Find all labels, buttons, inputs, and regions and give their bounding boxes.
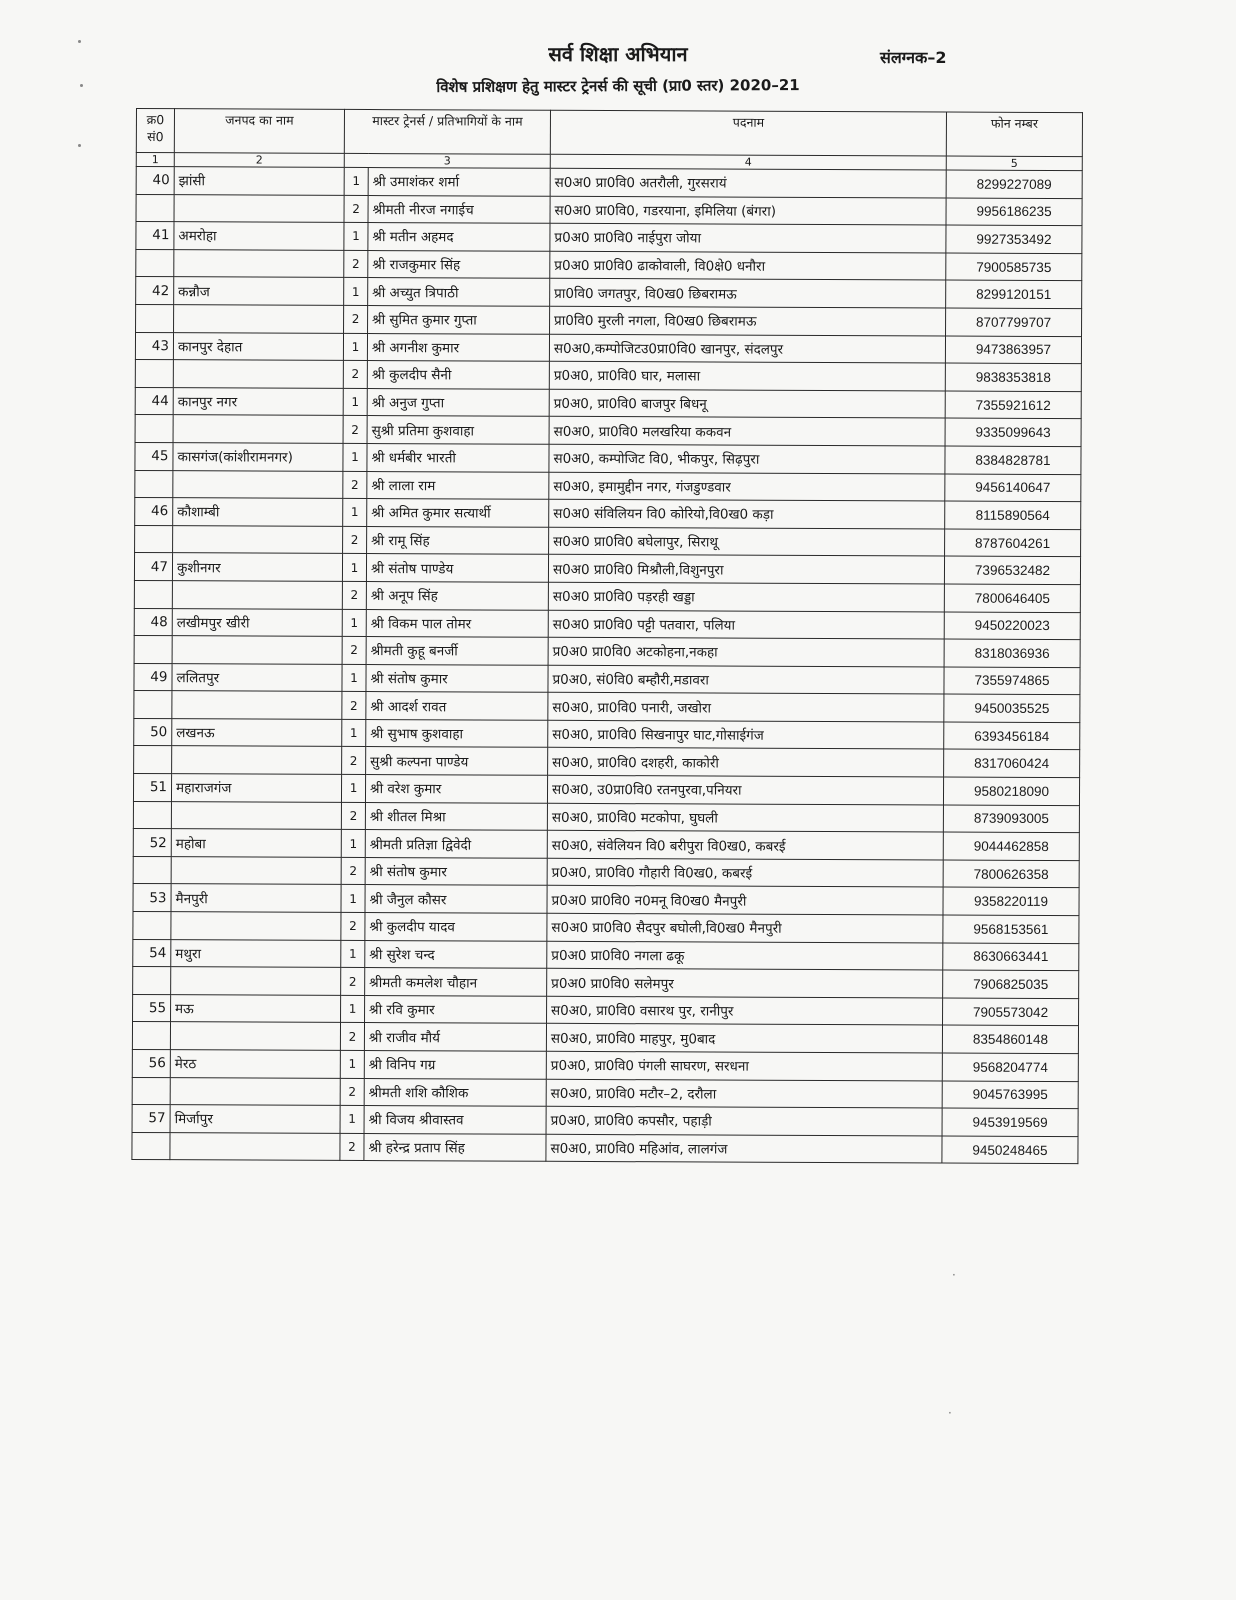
table-row: [133, 801, 1079, 833]
table-row: [136, 277, 1082, 309]
phone-cell: 9473863957: [945, 336, 1081, 364]
trainer-index-cell: 1: [343, 388, 367, 416]
trainer-index-cell: 1: [342, 664, 366, 692]
district-cell: [171, 967, 341, 995]
table-row: [136, 304, 1082, 336]
sr-cell: 57: [132, 1105, 170, 1133]
district-cell: [174, 194, 344, 222]
trainer-name-cell: श्रीमती शशि कौशिक: [364, 1078, 546, 1106]
table-row: [135, 332, 1081, 364]
trainer-name-cell: श्री अगनीश कुमार: [367, 333, 549, 361]
table-row: [135, 525, 1081, 557]
designation-cell: स0अ0 प्रा0वि0 बघेलापुर, सिराथू: [549, 527, 945, 556]
district-cell: [170, 1132, 340, 1160]
table-row: [136, 249, 1082, 281]
designation-cell: प्र0अ0, प्रा0वि0 गौहारी वि0ख0, कबरई: [547, 858, 943, 887]
trainer-name-cell: श्री राजकुमार सिंह: [368, 250, 550, 278]
district-cell: महाराजगंज: [171, 774, 341, 802]
sr-cell: 50: [134, 718, 172, 746]
table-row: [132, 1049, 1078, 1081]
sr-cell: 55: [133, 994, 171, 1022]
district-cell: [173, 470, 343, 498]
district-cell: [173, 415, 343, 443]
table-row: [133, 994, 1079, 1026]
designation-cell: स0अ0, उ0प्रा0वि0 रतनपुरवा,पनियरा: [547, 775, 943, 804]
trainer-name-cell: श्री लाला राम: [367, 471, 549, 499]
sr-cell: 47: [134, 553, 172, 581]
district-cell: [172, 636, 342, 664]
trainer-name-cell: श्री सुमित कुमार गुप्ता: [368, 305, 550, 333]
designation-cell: स0अ0 प्रा0वि0 पट्टी पतवारा, पलिया: [548, 610, 944, 639]
trainer-name-cell: श्री राजीव मौर्य: [364, 1023, 546, 1051]
designation-cell: प्र0अ0, प्रा0वि0 पंगली साघरण, सरधना: [546, 1051, 942, 1080]
trainer-index-cell: 2: [342, 692, 366, 720]
phone-cell: 8787604261: [945, 529, 1081, 557]
designation-cell: प्र0अ0, सं0वि0 बम्हौरी,मडावरा: [548, 665, 944, 694]
sr-cell: [132, 1077, 170, 1105]
phone-cell: 8354860148: [942, 1025, 1078, 1053]
phone-cell: 7355921612: [945, 391, 1081, 419]
trainer-name-cell: श्री जैनुल कौसर: [365, 885, 547, 913]
phone-cell: 9580218090: [943, 777, 1079, 805]
table-row: [135, 498, 1081, 530]
trainer-index-cell: 2: [341, 857, 365, 885]
phone-cell: 7396532482: [944, 556, 1080, 584]
header-phone: फोन नम्बर: [946, 112, 1082, 157]
trainer-name-cell: श्री उमाशंकर शर्मा: [368, 168, 550, 196]
page-title: सर्व शिक्षा अभियान: [548, 42, 688, 66]
phone-cell: 9045763995: [942, 1081, 1078, 1109]
trainer-name-cell: श्री आदर्श रावत: [366, 692, 548, 720]
district-cell: मेरठ: [170, 1050, 340, 1078]
table-row: [136, 167, 1082, 199]
sr-cell: 40: [136, 167, 174, 195]
table-row: [132, 1077, 1078, 1109]
col-number: 4: [550, 154, 946, 170]
designation-cell: स0अ0, कम्पोजिट वि0, भीकपुर, सिढ़पुरा: [549, 444, 945, 473]
trainer-index-cell: 1: [341, 885, 365, 913]
phone-cell: 9450220023: [944, 612, 1080, 640]
sr-cell: [134, 580, 172, 608]
sr-cell: 56: [132, 1049, 170, 1077]
trainer-name-cell: श्री वरेश कुमार: [365, 775, 547, 803]
designation-cell: प्र0अ0 प्रा0वि0 ढाकोवाली, वि0क्षे0 धनौरा: [550, 251, 946, 280]
district-cell: झांसी: [174, 167, 344, 195]
trainer-index-cell: 1: [341, 774, 365, 802]
phone-cell: 9044462858: [943, 832, 1079, 860]
trainer-name-cell: श्री रामू सिंह: [367, 526, 549, 554]
sr-cell: 46: [135, 498, 173, 526]
trainer-index-cell: 1: [341, 830, 365, 858]
header-trainer: मास्टर ट्रेनर्स / प्रतिभागियों के नाम: [344, 109, 550, 154]
district-cell: [172, 746, 342, 774]
phone-cell: 9568204774: [942, 1053, 1078, 1081]
trainer-name-cell: श्री सुभाष कुशवाहा: [366, 719, 548, 747]
designation-cell: स0अ0, प्रा0वि0 माहपुर, मु0बाद: [546, 1024, 942, 1053]
table-row: [134, 608, 1080, 640]
table-row: [135, 470, 1081, 502]
table-row: [132, 1105, 1078, 1137]
district-cell: [170, 1022, 340, 1050]
trainer-index-cell: 2: [341, 802, 365, 830]
table-row: [133, 856, 1079, 888]
phone-cell: 7905573042: [943, 998, 1079, 1026]
trainers-table: [131, 108, 1083, 1164]
district-cell: लखनऊ: [172, 719, 342, 747]
district-cell: [174, 249, 344, 277]
designation-cell: प्र0अ0, प्रा0वि0 कपसौर, पहाड़ी: [546, 1106, 942, 1135]
table-row: [136, 222, 1082, 254]
table-row: [134, 663, 1080, 695]
trainer-name-cell: श्री संतोष पाण्डेय: [366, 554, 548, 582]
designation-cell: स0अ0, प्रा0वि0 महिआंव, लालगंज: [546, 1134, 942, 1163]
phone-cell: 8630663441: [943, 943, 1079, 971]
designation-cell: स0अ0 प्रा0वि0 पड़रही खड्डा: [548, 582, 944, 611]
designation-cell: स0अ0 प्रा0वि0 मिश्रौली,विशुनपुरा: [548, 555, 944, 584]
trainer-name-cell: श्री अमित कुमार सत्यार्थी: [367, 499, 549, 527]
trainer-name-cell: श्री कुलदीप सैनी: [367, 361, 549, 389]
trainer-name-cell: श्री संतोष कुमार: [365, 857, 547, 885]
table-row: [135, 360, 1081, 392]
trainer-index-cell: 2: [341, 912, 365, 940]
table-row: [133, 774, 1079, 806]
phone-cell: 7355974865: [944, 667, 1080, 695]
trainer-index-cell: 2: [343, 526, 367, 554]
header-designation: पदनाम: [550, 110, 946, 156]
district-cell: कन्नौज: [174, 277, 344, 305]
phone-cell: 9956186235: [946, 198, 1082, 226]
district-cell: लखीमपुर खीरी: [172, 608, 342, 636]
phone-cell: 8318036936: [944, 639, 1080, 667]
sr-cell: 54: [133, 939, 171, 967]
col-number: 3: [344, 153, 550, 168]
table-row: [135, 387, 1081, 419]
trainer-name-cell: श्री कुलदीप यादव: [365, 913, 547, 941]
designation-cell: स0अ0, इमामुद्दीन नगर, गंजडुण्डवार: [549, 472, 945, 501]
designation-cell: स0अ0 प्रा0वि0 सैदपुर बघोली,वि0ख0 मैनपुरी: [547, 913, 943, 942]
district-cell: ललितपुर: [172, 663, 342, 691]
phone-cell: 8739093005: [943, 805, 1079, 833]
table-row: [134, 580, 1080, 612]
phone-cell: 9568153561: [943, 915, 1079, 943]
sr-cell: [133, 967, 171, 995]
trainer-index-cell: 2: [343, 471, 367, 499]
trainer-name-cell: श्री अनूप सिंह: [366, 581, 548, 609]
district-cell: [173, 360, 343, 388]
table-row: [134, 746, 1080, 778]
sr-cell: 51: [133, 774, 171, 802]
phone-cell: 9838353818: [945, 363, 1081, 391]
district-cell: [171, 857, 341, 885]
district-cell: [172, 581, 342, 609]
trainer-index-cell: 1: [340, 1106, 364, 1134]
table-row: [133, 829, 1079, 861]
phone-cell: 9450035525: [944, 694, 1080, 722]
district-cell: [170, 1077, 340, 1105]
table-row: [134, 553, 1080, 585]
district-cell: [174, 305, 344, 333]
district-cell: महोबा: [171, 829, 341, 857]
trainer-name-cell: श्री धर्मबीर भारती: [367, 443, 549, 471]
table-row: [132, 1132, 1078, 1164]
designation-cell: प्र0अ0 प्रा0वि0 न0मनू वि0ख0 मैनपुरी: [547, 886, 943, 915]
trainer-index-cell: 2: [343, 361, 367, 389]
designation-cell: स0अ0 प्रा0वि0 अतरौली, गुरसरायं: [550, 168, 946, 197]
sr-cell: [132, 1022, 170, 1050]
table-row: [132, 1022, 1078, 1054]
col-number: 2: [174, 153, 344, 168]
trainer-index-cell: 1: [342, 609, 366, 637]
table-row: [134, 718, 1080, 750]
trainer-index-cell: 2: [343, 416, 367, 444]
sr-cell: [134, 746, 172, 774]
trainer-index-cell: 2: [340, 1133, 364, 1161]
designation-cell: प्र0अ0, प्रा0वि0 घार, मलासा: [549, 361, 945, 390]
trainer-index-cell: 1: [341, 995, 365, 1023]
table-row: [134, 636, 1080, 668]
designation-cell: स0अ0 संविलियन वि0 कोरियो,वि0ख0 कड़ा: [549, 499, 945, 528]
designation-cell: प्रा0वि0 जगतपुर, वि0ख0 छिबरामऊ: [550, 279, 946, 308]
trainer-name-cell: श्रीमती प्रतिज्ञा द्विवेदी: [365, 830, 547, 858]
sr-cell: 41: [136, 222, 174, 250]
phone-cell: 6393456184: [944, 722, 1080, 750]
designation-cell: स0अ0 प्रा0वि0, गडरयाना, इमिलिया (बंगरा): [550, 196, 946, 225]
sr-cell: [133, 801, 171, 829]
designation-cell: प्र0अ0, प्रा0वि0 बाजपुर बिधनू: [549, 389, 945, 418]
table-row: [133, 939, 1079, 971]
designation-cell: प्र0अ0 प्रा0वि0 अटकोहना,नकहा: [548, 637, 944, 666]
sr-cell: [135, 415, 173, 443]
designation-cell: स0अ0, प्रा0वि0 मलखरिया ककवन: [549, 417, 945, 446]
col-number: 1: [136, 153, 174, 167]
sr-cell: 43: [135, 332, 173, 360]
district-cell: मैनपुरी: [171, 884, 341, 912]
phone-cell: 7900585735: [946, 253, 1082, 281]
phone-cell: 9358220119: [943, 887, 1079, 915]
phone-cell: 7800646405: [944, 584, 1080, 612]
sr-cell: [134, 691, 172, 719]
district-cell: अमरोहा: [174, 222, 344, 250]
trainer-index-cell: 1: [340, 1050, 364, 1078]
table-header-row: [136, 109, 1082, 157]
phone-cell: 9453919569: [942, 1108, 1078, 1136]
sr-cell: [136, 194, 174, 222]
table-row: [134, 691, 1080, 723]
trainer-index-cell: 1: [343, 443, 367, 471]
district-cell: [171, 801, 341, 829]
sr-cell: [132, 1132, 170, 1160]
district-cell: मऊ: [171, 994, 341, 1022]
trainer-index-cell: 2: [341, 968, 365, 996]
sr-cell: [133, 912, 171, 940]
table-row: [136, 194, 1082, 226]
trainer-index-cell: 2: [342, 581, 366, 609]
district-cell: मिर्जापुर: [170, 1105, 340, 1133]
district-cell: कानपुर नगर: [173, 387, 343, 415]
trainer-index-cell: 2: [340, 1078, 364, 1106]
trainer-name-cell: श्रीमती कुहू बनर्जी: [366, 637, 548, 665]
trainer-name-cell: श्री शीतल मिश्रा: [365, 802, 547, 830]
trainer-index-cell: 1: [341, 940, 365, 968]
trainer-index-cell: 1: [343, 333, 367, 361]
sr-cell: [135, 470, 173, 498]
trainer-name-cell: श्री मतीन अहमद: [368, 223, 550, 251]
phone-cell: 9456140647: [945, 474, 1081, 502]
district-cell: [171, 912, 341, 940]
trainer-index-cell: 1: [344, 167, 368, 195]
phone-cell: 8317060424: [944, 749, 1080, 777]
scan-speck: ·: [948, 1406, 952, 1420]
trainer-index-cell: 2: [340, 1023, 364, 1051]
designation-cell: प्र0अ0 प्रा0वि0 नगला ढकू: [547, 941, 943, 970]
trainer-name-cell: श्री विनिप गग्र: [364, 1051, 546, 1079]
sr-cell: 52: [133, 829, 171, 857]
trainer-index-cell: 2: [344, 195, 368, 223]
designation-cell: स0अ0, प्रा0वि0 पनारी, जखोरा: [548, 693, 944, 722]
district-cell: [173, 525, 343, 553]
trainer-name-cell: श्री विकम पाल तोमर: [366, 609, 548, 637]
phone-cell: 8299227089: [946, 170, 1082, 198]
trainer-index-cell: 2: [342, 636, 366, 664]
trainer-name-cell: सुश्री कल्पना पाण्डेय: [366, 747, 548, 775]
phone-cell: 9335099643: [945, 418, 1081, 446]
scan-speck: ·: [952, 1268, 956, 1282]
designation-cell: स0अ0, प्रा0वि0 वसारथ पुर, रानीपुर: [547, 996, 943, 1025]
trainer-name-cell: श्री अच्युत त्रिपाठी: [368, 278, 550, 306]
designation-cell: स0अ0, संवेलियन वि0 बरीपुरा वि0ख0, कबरई: [547, 831, 943, 860]
table-body: [132, 167, 1082, 1164]
sr-cell: 49: [134, 663, 172, 691]
designation-cell: स0अ0, प्रा0वि0 मटकोपा, घुघली: [547, 803, 943, 832]
trainer-name-cell: श्रीमती नीरज नगाईच: [368, 195, 550, 223]
trainer-index-cell: 1: [343, 499, 367, 527]
sr-cell: [134, 636, 172, 664]
phone-cell: 9450248465: [942, 1136, 1078, 1164]
designation-cell: प्रा0वि0 मुरली नगला, वि0ख0 छिबरामऊ: [550, 306, 946, 335]
designation-cell: स0अ0, प्रा0वि0 दशहरी, काकोरी: [548, 748, 944, 777]
trainer-name-cell: श्री रवि कुमार: [365, 995, 547, 1023]
designation-cell: स0अ0,कम्पोजिटउ0प्रा0वि0 खानपुर, संदलपुर: [549, 334, 945, 363]
table-row: [133, 912, 1079, 944]
phone-cell: 8707799707: [946, 308, 1082, 336]
sr-cell: 48: [134, 608, 172, 636]
trainer-index-cell: 1: [342, 554, 366, 582]
trainer-name-cell: श्री अनुज गुप्ता: [367, 388, 549, 416]
phone-cell: 8299120151: [946, 280, 1082, 308]
sr-cell: 44: [135, 387, 173, 415]
district-cell: कुशीनगर: [172, 553, 342, 581]
table-row: [135, 415, 1081, 447]
table-row: [135, 442, 1081, 474]
sr-cell: [135, 525, 173, 553]
trainer-name-cell: श्री विजय श्रीवास्तव: [364, 1106, 546, 1134]
trainer-name-cell: श्रीमती कमलेश चौहान: [365, 968, 547, 996]
annex-label: संलग्नक–2: [880, 48, 947, 67]
phone-cell: 7906825035: [943, 970, 1079, 998]
district-cell: कासगंज(कांशीरामनगर): [173, 443, 343, 471]
trainer-name-cell: श्री हरेन्द्र प्रताप सिंह: [364, 1133, 546, 1161]
table-row: [133, 967, 1079, 999]
trainer-name-cell: श्री संतोष कुमार: [366, 664, 548, 692]
phone-cell: 9927353492: [946, 225, 1082, 253]
table-row: [133, 884, 1079, 916]
sr-cell: 42: [136, 277, 174, 305]
designation-cell: प्र0अ0 प्रा0वि0 सलेमपुर: [547, 969, 943, 998]
header-district: जनपद का नाम: [174, 109, 344, 154]
phone-cell: 7800626358: [943, 860, 1079, 888]
district-cell: मथुरा: [171, 939, 341, 967]
trainer-name-cell: श्री सुरेश चन्द: [365, 940, 547, 968]
district-cell: [172, 691, 342, 719]
page-subtitle: विशेष प्रशिक्षण हेतु मास्टर ट्रेनर्स की सूची (प्रा0 स्तर) 2020–21: [436, 76, 800, 96]
col-number: 5: [946, 156, 1082, 171]
district-cell: कौशाम्बी: [173, 498, 343, 526]
sr-cell: 45: [135, 442, 173, 470]
trainer-name-cell: सुश्री प्रतिमा कुशवाहा: [367, 416, 549, 444]
sr-cell: 53: [133, 884, 171, 912]
sr-cell: [136, 304, 174, 332]
sr-cell: [133, 856, 171, 884]
trainer-index-cell: 1: [342, 719, 366, 747]
district-cell: कानपुर देहात: [173, 332, 343, 360]
designation-cell: प्र0अ0 प्रा0वि0 नाईपुरा जोया: [550, 223, 946, 252]
phone-cell: 8115890564: [945, 501, 1081, 529]
trainer-index-cell: 2: [342, 747, 366, 775]
phone-cell: 8384828781: [945, 446, 1081, 474]
trainer-index-cell: 1: [344, 278, 368, 306]
trainer-index-cell: 1: [344, 223, 368, 251]
trainer-index-cell: 2: [344, 250, 368, 278]
designation-cell: स0अ0, प्रा0वि0 मटौर–2, दरौला: [546, 1079, 942, 1108]
sr-cell: [136, 249, 174, 277]
sr-cell: [135, 360, 173, 388]
trainer-index-cell: 2: [344, 305, 368, 333]
header-sr: क्र0 सं0: [136, 109, 174, 153]
designation-cell: स0अ0, प्रा0वि0 सिखनापुर घाट,गोसाईगंज: [548, 720, 944, 749]
